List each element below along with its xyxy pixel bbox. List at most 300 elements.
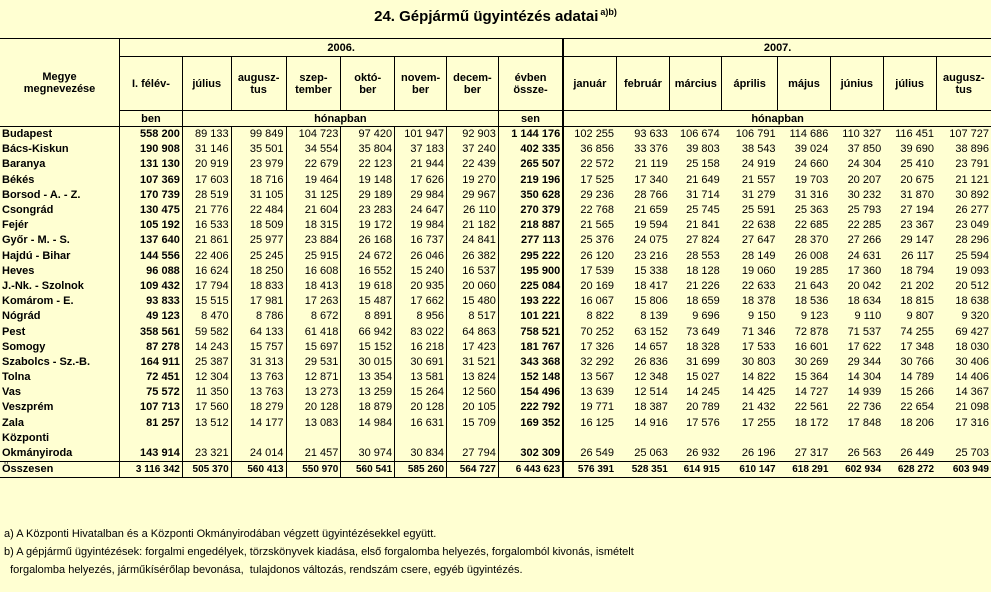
table-cell: 17 794	[182, 279, 231, 294]
table-cell: 15 806	[634, 295, 668, 308]
table-cell: 22 768	[563, 203, 616, 218]
table-cell: 9 320	[961, 310, 989, 323]
table-cell: 9 807	[906, 310, 935, 323]
table-cell: 30 834	[395, 446, 447, 462]
table-cell: 25 793	[847, 204, 882, 217]
table-cell: 36 856	[563, 142, 616, 157]
table-cell: 27 824	[686, 234, 720, 247]
table-cell: 21 565	[563, 218, 616, 233]
table-cell: 19 285	[794, 264, 829, 277]
table-cell: 39 690	[900, 143, 935, 156]
table-cell: 602 934	[830, 461, 883, 477]
table-cell: 18 536	[794, 295, 829, 308]
table-cell: 31 521	[447, 355, 499, 370]
table-cell: 17 848	[847, 416, 882, 429]
table-cell: 18 634	[847, 295, 882, 308]
county-name: Összesen	[0, 461, 120, 477]
table-cell: 18 716	[231, 173, 286, 188]
table-cell: 143 914	[120, 446, 183, 462]
county-name: Bács-Kiskun	[0, 142, 120, 157]
table-cell: 18 378	[741, 295, 776, 308]
month-2006-header: novem- ber	[395, 57, 447, 111]
county-name: Csongrád	[0, 203, 120, 218]
honapban-2007: hónapban	[563, 111, 991, 127]
table-cell	[231, 431, 286, 446]
table-cell: 30 269	[794, 355, 829, 368]
table-cell: 18 659	[686, 295, 720, 308]
table-row	[0, 233, 991, 248]
table-cell: 1 144 176	[498, 127, 563, 143]
table-cell: 26 932	[686, 446, 720, 459]
table-cell: 17 340	[634, 173, 668, 186]
table-cell: 15 152	[341, 340, 395, 355]
table-cell: 35 804	[341, 142, 395, 157]
table-cell: 29 147	[900, 234, 935, 247]
table-cell: 19 060	[741, 264, 776, 277]
year-2007-header: 2007.	[563, 39, 991, 57]
table-cell: 14 789	[900, 371, 935, 384]
table-cell: 38 543	[741, 143, 776, 156]
table-cell: 24 660	[794, 158, 829, 171]
table-cell: 18 206	[900, 416, 935, 429]
table-cell: 15 338	[634, 264, 668, 277]
table-cell: 16 552	[341, 264, 395, 279]
table-cell: 30 015	[341, 355, 395, 370]
table-cell: 16 601	[794, 340, 829, 353]
table-row	[0, 203, 991, 218]
table-cell: 28 553	[686, 249, 720, 262]
table-cell: 610 147	[722, 461, 778, 477]
table-cell: 18 833	[231, 279, 286, 294]
table-cell: 25 363	[794, 204, 829, 217]
table-cell: 12 514	[634, 386, 668, 399]
table-cell: 17 622	[847, 340, 882, 353]
table-cell: 116 451	[895, 128, 935, 141]
table-cell: 21 841	[686, 219, 720, 232]
table-cell	[498, 431, 563, 446]
county-name: Pest	[0, 324, 120, 339]
month-2006-header: augusz- tus	[231, 57, 286, 111]
table-cell: 28 519	[182, 188, 231, 203]
table-cell: 17 255	[741, 416, 776, 429]
table-cell: 25 594	[955, 249, 989, 262]
table-cell: 20 105	[447, 400, 499, 415]
table-cell: 17 662	[395, 294, 447, 309]
county-name: Békés	[0, 173, 120, 188]
table-cell: 17 423	[447, 340, 499, 355]
table-cell: 24 841	[447, 233, 499, 248]
county-name: Veszprém	[0, 400, 120, 415]
table-cell	[447, 431, 499, 446]
footnotes	[4, 525, 984, 579]
evben-header: évben össze-	[498, 57, 563, 111]
table-cell: 17 316	[955, 416, 989, 429]
table-cell: 110 327	[842, 128, 882, 141]
table-cell: 12 304	[182, 370, 231, 385]
table-cell: 31 125	[286, 188, 341, 203]
table-cell: 18 879	[341, 400, 395, 415]
table-cell: 402 335	[498, 142, 563, 157]
table-cell: 18 638	[955, 295, 989, 308]
table-cell: 24 672	[341, 249, 395, 264]
table-cell: 59 582	[182, 324, 231, 339]
table-cell: 83 022	[395, 324, 447, 339]
county-name: Központi	[0, 431, 120, 446]
table-cell: 102 255	[563, 127, 616, 143]
table-cell	[936, 431, 991, 446]
table-cell: 17 326	[563, 340, 616, 355]
table-cell: 21 202	[900, 279, 935, 292]
table-cell: 18 172	[794, 416, 829, 429]
table-cell: 28 370	[794, 234, 829, 247]
table-cell: 8 956	[395, 309, 447, 324]
table-cell: 14 727	[794, 386, 829, 399]
table-cell: 22 736	[847, 401, 882, 414]
table-cell: 27 794	[447, 446, 499, 462]
county-name: Okmányiroda	[0, 446, 120, 462]
i-felev-header: I. félév-	[120, 57, 183, 111]
table-cell: 15 697	[286, 340, 341, 355]
table-cell: 131 130	[120, 157, 183, 172]
footnote-b-cont: forgalomba helyezés, járműkísérőlap bevonása, tulajdonos változás, rendszám csere, egyéb ügyintézés.	[4, 564, 523, 576]
table-row	[0, 279, 991, 294]
table-cell: 23 321	[182, 446, 231, 462]
table-cell: 14 822	[741, 371, 776, 384]
table-cell: 13 083	[286, 416, 341, 431]
table-cell: 18 794	[900, 264, 935, 277]
month-2007-header: július	[883, 57, 936, 111]
month-2006-header: szep- tember	[286, 57, 341, 111]
table-cell: 26 168	[341, 233, 395, 248]
table-row	[0, 400, 991, 415]
table-row	[0, 309, 991, 324]
table-cell	[670, 431, 722, 446]
table-cell: 21 432	[741, 401, 776, 414]
table-row	[0, 173, 991, 188]
table-cell: 26 117	[901, 249, 935, 262]
table-cell: 21 649	[686, 173, 720, 186]
table-cell: 74 255	[900, 325, 935, 338]
table-cell: 29 967	[447, 188, 499, 203]
table-cell: 170 739	[120, 188, 183, 203]
table-cell: 19 703	[794, 173, 829, 186]
table-cell: 23 283	[341, 203, 395, 218]
table-cell: 11 350	[182, 385, 231, 400]
table-cell: 26 110	[447, 203, 499, 218]
table-cell: 8 822	[563, 309, 616, 324]
table-cell: 15 364	[794, 371, 829, 384]
table-cell	[563, 431, 616, 446]
year-2006-header: 2006.	[120, 39, 564, 57]
table-cell: 64 863	[447, 324, 499, 339]
table-cell: 618 291	[778, 461, 831, 477]
table-cell: 106 791	[735, 128, 776, 141]
table-cell: 22 633	[741, 279, 776, 292]
table-cell: 20 675	[900, 173, 935, 186]
table-cell: 14 304	[847, 371, 882, 384]
table-cell: 16 737	[395, 233, 447, 248]
table-cell: 17 560	[182, 400, 231, 415]
table-cell: 31 316	[794, 188, 829, 201]
table-cell: 25 158	[686, 158, 720, 171]
table-cell: 26 382	[447, 249, 499, 264]
table-row	[0, 461, 991, 477]
table-cell: 101 947	[395, 127, 447, 143]
table-cell: 9 110	[854, 310, 882, 323]
month-2006-header: decem- ber	[447, 57, 499, 111]
table-cell: 109 432	[120, 279, 183, 294]
table-cell	[883, 431, 936, 446]
table-cell: 31 870	[900, 188, 935, 201]
table-cell: 14 177	[231, 416, 286, 431]
table-cell: 14 243	[182, 340, 231, 355]
table-cell: 25 063	[634, 446, 668, 459]
table-cell: 22 638	[741, 219, 776, 232]
table-cell	[120, 431, 183, 446]
table-cell: 8 139	[640, 310, 668, 323]
table-cell: 27 317	[794, 446, 829, 459]
table-cell: 21 944	[395, 157, 447, 172]
table-cell: 614 915	[670, 461, 722, 477]
table-row	[0, 355, 991, 370]
table-cell: 18 328	[686, 340, 720, 353]
table-cell: 27 194	[900, 204, 935, 217]
table-cell: 19 618	[341, 279, 395, 294]
table-cell: 21 604	[286, 203, 341, 218]
table-cell: 24 014	[231, 446, 286, 462]
table-cell: 29 984	[395, 188, 447, 203]
table-cell: 16 533	[182, 218, 231, 233]
table-cell: 16 067	[563, 294, 616, 309]
table-cell: 22 406	[182, 249, 231, 264]
month-2007-header: január	[563, 57, 616, 111]
table-cell: 16 624	[182, 264, 231, 279]
table-cell: 358 561	[120, 324, 183, 339]
table-cell: 9 150	[748, 310, 776, 323]
month-2007-header: április	[722, 57, 778, 111]
table-cell: 8 672	[286, 309, 341, 324]
table-cell: 21 643	[794, 279, 829, 292]
county-name: Vas	[0, 385, 120, 400]
county-name: Budapest	[0, 127, 120, 143]
table-cell: 25 410	[900, 158, 935, 171]
table-title: 24. Gépjármű ügyintézés adatai $^{a)b)}$	[374, 7, 617, 25]
table-cell: 21 121	[955, 173, 989, 186]
table-cell: 39 803	[686, 143, 720, 156]
table-cell: 3 116 342	[120, 461, 183, 477]
table-cell: 24 304	[847, 158, 882, 171]
table-cell: 550 970	[286, 461, 341, 477]
table-cell: 343 368	[498, 355, 563, 370]
county-name: Tolna	[0, 370, 120, 385]
table-cell: 107 727	[949, 128, 989, 141]
month-2007-header: május	[778, 57, 831, 111]
table-cell: 29 531	[286, 355, 341, 370]
table-cell: 19 464	[286, 173, 341, 188]
table-cell: 12 560	[447, 385, 499, 400]
table-cell: 564 727	[447, 461, 499, 477]
table-cell: 19 594	[634, 219, 668, 232]
table-cell: 22 123	[341, 157, 395, 172]
month-2007-header: február	[616, 57, 670, 111]
table-cell: 31 313	[231, 355, 286, 370]
table-cell: 14 367	[955, 386, 989, 399]
table-cell: 106 674	[680, 128, 720, 141]
table-cell: 93 633	[634, 128, 668, 141]
table-cell: 21 659	[634, 204, 668, 217]
table-cell: 96 088	[120, 264, 183, 279]
table-cell: 20 512	[955, 279, 989, 292]
county-name: Nógrád	[0, 309, 120, 324]
table-cell: 25 915	[286, 249, 341, 264]
table-cell: 38 896	[955, 143, 989, 156]
table-cell: 17 348	[900, 340, 935, 353]
table-cell: 30 766	[900, 355, 935, 368]
table-cell: 222 792	[498, 400, 563, 415]
table-cell: 152 148	[498, 370, 563, 385]
table-cell: 20 128	[286, 400, 341, 415]
table-cell: 560 413	[231, 461, 286, 477]
table-cell: 218 887	[498, 218, 563, 233]
table-row	[0, 431, 991, 446]
table-cell: 22 439	[447, 157, 499, 172]
table-cell: 28 766	[634, 188, 668, 201]
table-cell: 64 133	[231, 324, 286, 339]
table-cell: 130 475	[120, 203, 183, 218]
table-cell: 34 554	[286, 142, 341, 157]
table-cell: 30 406	[955, 355, 989, 368]
table-cell: 17 525	[563, 173, 616, 188]
county-name: Komárom - E.	[0, 294, 120, 309]
table-cell: 97 420	[341, 127, 395, 143]
table-cell: 19 148	[341, 173, 395, 188]
table-cell: 528 351	[616, 461, 670, 477]
table-cell: 193 222	[498, 294, 563, 309]
table-cell: 169 352	[498, 416, 563, 431]
table-cell: 26 449	[900, 446, 935, 459]
table-cell: 89 133	[182, 127, 231, 143]
table-cell: 31 714	[686, 188, 720, 201]
table-cell: 17 263	[286, 294, 341, 309]
megye-header: Megye megnevezése	[0, 39, 120, 127]
table-cell: 15 487	[341, 294, 395, 309]
table-cell: 31 105	[231, 188, 286, 203]
table-cell: 195 900	[498, 264, 563, 279]
table-cell: 18 279	[231, 400, 286, 415]
sen-header: sen	[498, 111, 563, 127]
table-cell: 29 189	[341, 188, 395, 203]
county-name: Szabolcs - Sz.-B.	[0, 355, 120, 370]
table-cell: 27 266	[847, 234, 882, 247]
table-cell: 15 709	[447, 416, 499, 431]
table-cell: 13 763	[231, 370, 286, 385]
table-cell: 17 981	[231, 294, 286, 309]
table-cell: 26 549	[563, 446, 616, 462]
table-cell: 30 803	[741, 355, 776, 368]
table-cell: 8 786	[231, 309, 286, 324]
table-cell	[395, 431, 447, 446]
table-cell: 30 974	[341, 446, 395, 462]
table-cell: 26 836	[634, 355, 668, 368]
table-cell: 22 484	[231, 203, 286, 218]
table-cell: 21 098	[955, 401, 989, 414]
table-cell: 22 685	[794, 219, 829, 232]
table-cell: 19 093	[955, 264, 989, 277]
table-cell: 15 515	[182, 294, 231, 309]
table-cell: 20 042	[847, 279, 882, 292]
table-row	[0, 416, 991, 431]
table-cell: 181 767	[498, 340, 563, 355]
table-row	[0, 385, 991, 400]
table-cell: 15 264	[395, 385, 447, 400]
county-name: Zala	[0, 416, 120, 431]
table-cell: 18 128	[686, 264, 720, 277]
table-cell: 265 507	[498, 157, 563, 172]
table-cell: 104 723	[286, 127, 341, 143]
table-cell: 560 541	[341, 461, 395, 477]
table-row	[0, 157, 991, 172]
honapban-2006: hónapban	[182, 111, 498, 127]
table-cell: 101 221	[498, 309, 563, 324]
footnote-b: b) A gépjármű ügyintézések: forgalmi engedélyek, törzskönyvek kiadása, első forgalomba helyezés, forgalomból kivonás, ismételt	[4, 546, 634, 558]
table-cell: 18 030	[955, 340, 989, 353]
table-cell: 15 757	[231, 340, 286, 355]
table-cell: 13 354	[341, 370, 395, 385]
county-name: Fejér	[0, 218, 120, 233]
table-cell: 30 892	[955, 188, 989, 201]
table-cell: 18 315	[286, 218, 341, 233]
table-cell: 26 563	[847, 446, 882, 459]
table-cell: 20 207	[847, 173, 882, 186]
table-cell: 219 196	[498, 173, 563, 188]
table-cell: 18 413	[286, 279, 341, 294]
table-cell	[286, 431, 341, 446]
table-row	[0, 370, 991, 385]
table-cell: 13 273	[286, 385, 341, 400]
table-cell: 81 257	[120, 416, 183, 431]
table-cell: 61 418	[286, 324, 341, 339]
table-cell: 30 691	[395, 355, 447, 370]
table-cell: 302 309	[498, 446, 563, 462]
table-cell: 19 984	[395, 218, 447, 233]
table-cell: 8 891	[341, 309, 395, 324]
table-cell: 17 576	[686, 416, 720, 429]
table-cell: 26 046	[395, 249, 447, 264]
table-cell: 585 260	[395, 461, 447, 477]
table-cell: 32 292	[563, 355, 616, 370]
month-2007-header: június	[830, 57, 883, 111]
table-cell: 17 626	[395, 173, 447, 188]
table-cell: 13 639	[563, 385, 616, 400]
table-cell: 17 539	[563, 264, 616, 279]
table-cell: 23 049	[955, 219, 989, 232]
table-cell: 25 745	[686, 204, 720, 217]
table-cell: 31 699	[686, 355, 720, 368]
table-cell: 93 833	[120, 294, 183, 309]
table-cell: 15 240	[395, 264, 447, 279]
table-cell: 92 903	[447, 127, 499, 143]
table-cell: 603 949	[936, 461, 991, 477]
table-cell: 14 939	[847, 386, 882, 399]
table-cell: 21 226	[686, 279, 720, 292]
table-row	[0, 142, 991, 157]
table-cell: 17 360	[847, 264, 882, 277]
table-cell	[722, 431, 778, 446]
table-cell: 37 850	[847, 143, 882, 156]
table-cell: 75 572	[120, 385, 183, 400]
table-cell: 71 537	[847, 325, 882, 338]
table-cell: 26 277	[955, 204, 989, 217]
